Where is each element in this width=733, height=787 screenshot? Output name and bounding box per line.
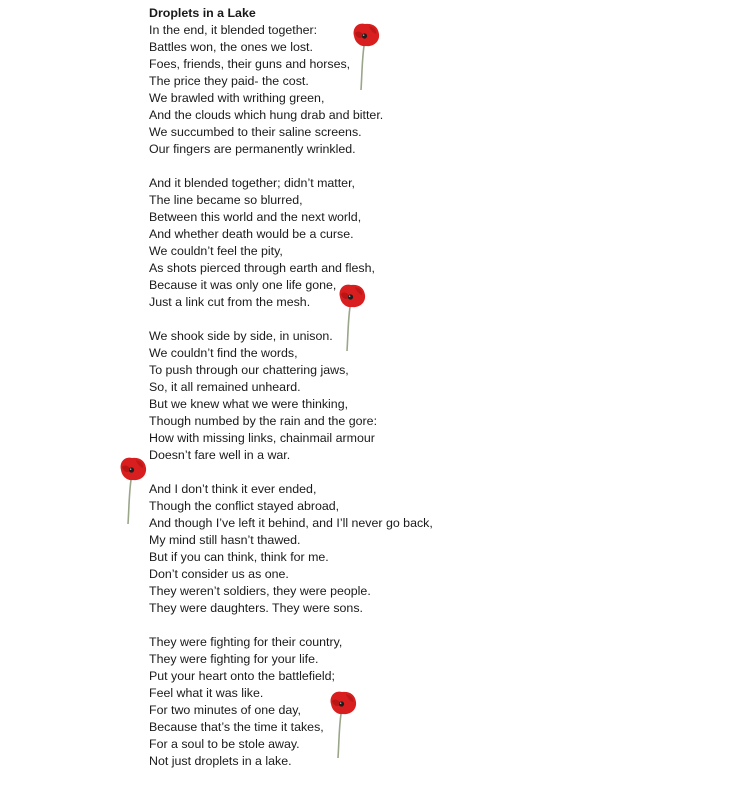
poem-line: Doesn’t fare well in a war. [149, 448, 291, 462]
poem-line: But if you can think, think for me. [149, 550, 329, 564]
poem-line: Though numbed by the rain and the gore: [149, 414, 378, 428]
stanza-2 [149, 175, 433, 311]
poem-line: They weren’t soldiers, they were people. [149, 584, 371, 598]
poem-line: The price they paid- the cost. [149, 74, 309, 88]
poem-line: We couldn’t feel the pity, [149, 244, 283, 258]
poem-line: My mind still hasn’t thawed. [149, 533, 301, 547]
poem-line: They were daughters. They were sons. [149, 601, 363, 615]
poem-line: They were fighting for your life. [149, 652, 319, 666]
poem-line: Because that’s the time it takes, [149, 720, 324, 734]
poem-line: But we knew what we were thinking, [149, 397, 349, 411]
poem-line: For a soul to be stole away. [149, 737, 300, 751]
poem-line: The line became so blurred, [149, 193, 303, 207]
poem-line: As shots pierced through earth and flesh, [149, 261, 375, 275]
poem-line: How with missing links, chainmail armour [149, 431, 375, 445]
poppy-icon [335, 281, 369, 353]
poem-line: And I don’t think it ever ended, [149, 482, 317, 496]
poem-line: For two minutes of one day, [149, 703, 301, 717]
poem-line: Not just droplets in a lake. [149, 754, 292, 768]
poppy-icon [349, 20, 383, 92]
poem-line: We couldn’t find the words, [149, 346, 298, 360]
poem-line: We shook side by side, in unison. [149, 329, 333, 343]
poem-line: And the clouds which hung drab and bitter. [149, 108, 384, 122]
poem-line: Feel what it was like. [149, 686, 264, 700]
poem-line: They were fighting for their country, [149, 635, 343, 649]
poem-line: And though I’ve left it behind, and I’ll never go back, [149, 516, 433, 530]
poem-line: Battles won, the ones we lost. [149, 40, 313, 54]
poppy-icon [326, 688, 360, 760]
poem-line: In the end, it blended together: [149, 23, 318, 37]
poem [149, 5, 433, 787]
poem-line: Because it was only one life gone, [149, 278, 337, 292]
poem-line: We brawled with writhing green, [149, 91, 325, 105]
poem-line: So, it all remained unheard. [149, 380, 301, 394]
stanza-1 [149, 22, 433, 158]
poem-line: Just a link cut from the mesh. [149, 295, 311, 309]
poem-line: We succumbed to their saline screens. [149, 125, 362, 139]
poem-line: Don’t consider us as one. [149, 567, 289, 581]
poem-line: Put your heart onto the battlefield; [149, 669, 335, 683]
poppy-icon [116, 454, 150, 526]
poem-line: Between this world and the next world, [149, 210, 362, 224]
poem-line: Though the conflict stayed abroad, [149, 499, 340, 513]
poem-line: Foes, friends, their guns and horses, [149, 57, 351, 71]
poem-line: And it blended together; didn’t matter, [149, 176, 355, 190]
stanza-3 [149, 328, 433, 464]
poem-title: Droplets in a Lake [149, 6, 256, 20]
stanza-5 [149, 634, 433, 770]
poem-line: And whether death would be a curse. [149, 227, 354, 241]
poem-line: Our fingers are permanently wrinkled. [149, 142, 356, 156]
stanza-4 [149, 481, 433, 617]
poem-line: To push through our chattering jaws, [149, 363, 349, 377]
